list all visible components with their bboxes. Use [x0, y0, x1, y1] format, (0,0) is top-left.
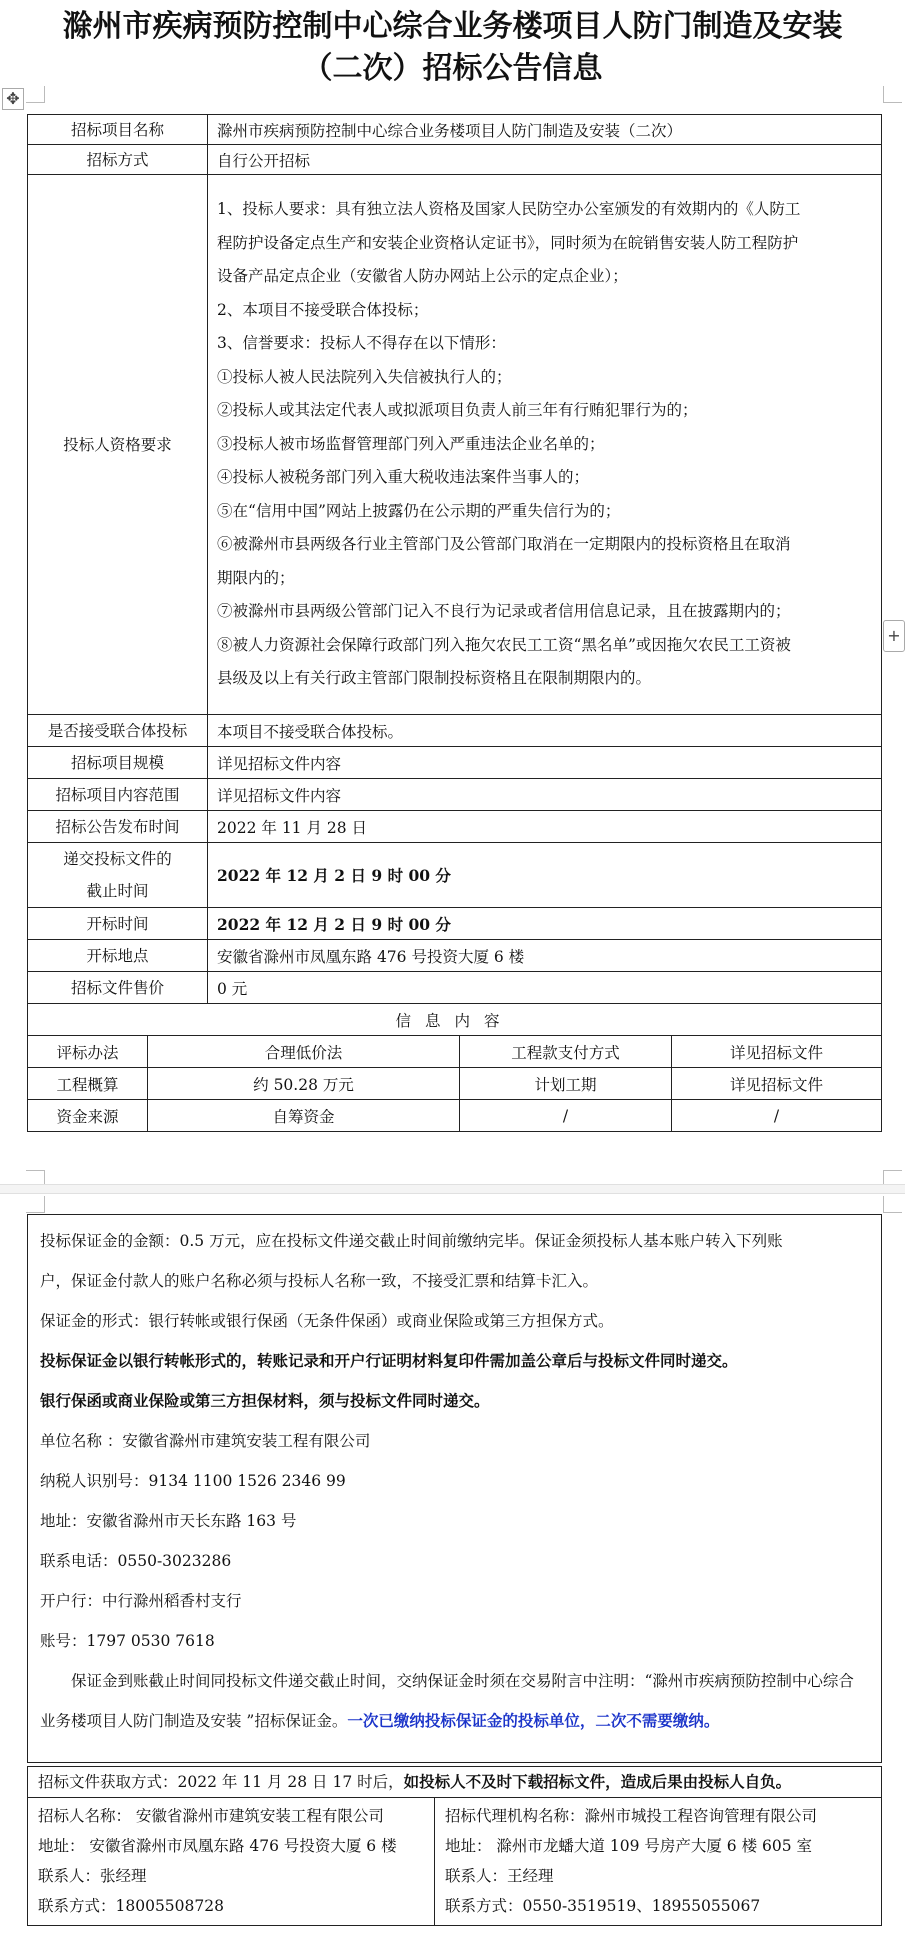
tender-info-table: [27, 114, 882, 1132]
move-icon[interactable]: ✥: [2, 88, 24, 110]
row-scope: [28, 779, 882, 811]
deposit-phone: 联系电话：0550-3023286: [40, 1552, 232, 1570]
tenderer-name: 招标人名称： 安徽省滁州市建筑安装工程有限公司: [38, 1807, 384, 1825]
deposit-remark: [40, 1661, 869, 1741]
label-payment: 工程款支付方式: [460, 1036, 672, 1068]
value-tender-method: 自行公开招标: [208, 145, 882, 175]
value-duration: 详见招标文件: [672, 1068, 882, 1100]
deposit-table: [27, 1214, 882, 1763]
qualification-line: 1、投标人要求：具有独立法人资格及国家人民防空办公室颁发的有效期内的《人防工: [217, 200, 801, 219]
agency-contact: 联系人：王经理: [445, 1867, 554, 1885]
deposit-bank: 开户行：中行滁州稻香村支行: [40, 1592, 242, 1610]
agency-address: 地址： 滁州市龙蟠大道 109 号房产大厦 6 楼 605 室: [445, 1837, 813, 1855]
contact-table: [27, 1766, 882, 1926]
label-consortium: 是否接受联合体投标: [28, 715, 208, 747]
empty-cell: /: [672, 1100, 882, 1132]
tenderer-phone: 联系方式：18005508728: [38, 1897, 224, 1915]
value-project-name: 滁州市疾病预防控制中心综合业务楼项目人防门制造及安装（二次）: [208, 115, 882, 145]
deposit-amount-line-1: 投标保证金的金额：0.5 万元，应在投标文件递交截止时间前缴纳完毕。保证金须投标人基本账户转入下列账: [40, 1232, 783, 1250]
deposit-remark-highlight: 一次已缴纳投标保证金的投标单位，二次不需要缴纳。: [347, 1711, 720, 1730]
row-doc-price: [28, 972, 882, 1004]
agency-phone: 联系方式：0550-3519519、18955055067: [445, 1897, 761, 1915]
tenderer-contact: 联系人：张经理: [38, 1867, 147, 1885]
value-estimate: 约 50.28 万元: [148, 1068, 460, 1100]
label-opening-time: 开标时间: [28, 908, 208, 940]
acquisition-text: 招标文件获取方式：2022 年 11 月 28 日 17 时后，: [38, 1773, 404, 1791]
acquisition-method: [28, 1767, 882, 1798]
crop-mark-top-left: [26, 86, 45, 103]
value-deadline: 2022 年 12 月 2 日 9 时 00 分: [208, 843, 882, 908]
plus-icon[interactable]: +: [883, 620, 905, 652]
value-opening-time: 2022 年 12 月 2 日 9 时 00 分: [208, 908, 882, 940]
qualification-line: 程防护设备定点生产和安装企业资格认定证书》，同时须为在皖销售安装人防工程防护: [217, 233, 799, 252]
deposit-account: 账号：1797 0530 7618: [40, 1632, 215, 1650]
row-opening-time: [28, 908, 882, 940]
value-payment: 详见招标文件: [672, 1036, 882, 1068]
value-eval: 合理低价法: [148, 1036, 460, 1068]
qualification-line: ④投标人被税务部门列入重大税收违法案件当事人的；: [217, 468, 590, 487]
deposit-unit-name: 单位名称 ：安徽省滁州市建筑安装工程有限公司: [40, 1432, 371, 1450]
qualification-line: 期限内的；: [217, 568, 295, 587]
label-funds: 资金来源: [28, 1100, 148, 1132]
row-opening-place: [28, 940, 882, 972]
label-qualification: 投标人资格要求: [28, 175, 208, 715]
page-title-line-2: （二次）招标公告信息: [302, 51, 603, 86]
row-deadline: [28, 843, 882, 908]
value-opening-place: 安徽省滁州市凤凰东路 476 号投资大厦 6 楼: [208, 940, 882, 972]
qualification-line: ⑧被人力资源社会保障行政部门列入拖欠农民工工资“黑名单”或因拖欠农民工工资被: [217, 635, 791, 654]
value-publish-time: 2022 年 11 月 28 日: [208, 811, 882, 843]
label-scale: 招标项目规模: [28, 747, 208, 779]
deposit-remark-text: 保证金到账截止时间同投标文件递交截止时间，交纳保证金时须在交易附言中注明：“滁州市疾病预防控制中心综合业务楼项目人防门制造及安装 ”招标保证金。: [40, 1672, 854, 1730]
label-eval: 评标办法: [28, 1036, 148, 1068]
value-qualification: [208, 175, 882, 715]
row-publish-time: [28, 811, 882, 843]
page-title: [0, 6, 905, 90]
deposit-address: 地址：安徽省滁州市天长东路 163 号: [40, 1512, 297, 1530]
qualification-line: ③投标人被市场监督管理部门列入严重违法企业名单的；: [217, 434, 605, 453]
acquisition-warning: 如投标人不及时下载招标文件，造成后果由投标人自负。: [403, 1772, 792, 1791]
row-eval: [28, 1036, 882, 1068]
value-consortium: 本项目不接受联合体投标。: [208, 715, 882, 747]
parties-row: [28, 1798, 882, 1926]
qualification-line: 3、信誉要求：投标人不得存在以下情形：: [217, 334, 506, 353]
label-publish-time: 招标公告发布时间: [28, 811, 208, 843]
row-estimate: [28, 1068, 882, 1100]
deposit-row: [28, 1215, 882, 1763]
crop-mark-top-right: [883, 86, 902, 103]
agency-name: 招标代理机构名称：滁州市城投工程咨询管理有限公司: [445, 1807, 818, 1825]
label-tender-method: 招标方式: [28, 145, 208, 175]
deposit-form: 保证金的形式：银行转帐或银行保函（无条件保函）或商业保险或第三方担保方式。: [40, 1312, 614, 1330]
value-doc-price: 0 元: [208, 972, 882, 1004]
label-estimate: 工程概算: [28, 1068, 148, 1100]
row-tender-method: [28, 145, 882, 175]
qualification-line: ①投标人被人民法院列入失信被执行人的；: [217, 367, 512, 386]
row-funds: [28, 1100, 882, 1132]
label-opening-place: 开标地点: [28, 940, 208, 972]
deposit-bank-transfer-note: 投标保证金以银行转帐形式的，转账记录和开户行证明材料复印件需加盖公章后与投标文件同时递交。: [40, 1351, 738, 1370]
crop-mark-page2-left: [26, 1196, 45, 1213]
deposit-amount-line-2: 户，保证金付款人的账户名称必须与投标人名称一致，不接受汇票和结算卡汇入。: [40, 1272, 599, 1290]
row-scale: [28, 747, 882, 779]
tenderer-cell: [28, 1798, 435, 1926]
agency-cell: [435, 1798, 882, 1926]
row-consortium: [28, 715, 882, 747]
label-scope: 招标项目内容范围: [28, 779, 208, 811]
deposit-cell: [28, 1215, 882, 1763]
value-funds: 自筹资金: [148, 1100, 460, 1132]
qualification-line: ⑦被滁州市县两级公管部门记入不良行为记录或者信用信息记录，且在披露期内的；: [217, 602, 791, 621]
label-doc-price: 招标文件售价: [28, 972, 208, 1004]
qualification-line: ⑤在“信用中国”网站上披露仍在公示期的严重失信行为的；: [217, 501, 621, 520]
qualification-line: 县级及以上有关行政主管部门限制投标资格且在限制期限内的。: [217, 669, 652, 688]
crop-mark-page2-right: [883, 1196, 902, 1213]
label-deadline: [28, 843, 208, 908]
row-info-header: [28, 1004, 882, 1036]
row-qualification: [28, 175, 882, 715]
qualification-line: ②投标人或其法定代表人或拟派项目负责人前三年有行贿犯罪行为的；: [217, 401, 698, 420]
label-deadline-line-2: 截止时间: [86, 882, 149, 900]
deposit-guarantee-note: 银行保函或商业保险或第三方担保材料，须与投标文件同时递交。: [40, 1391, 490, 1410]
qualification-line: 2、本项目不接受联合体投标；: [217, 300, 429, 319]
row-project-name: [28, 115, 882, 145]
qualification-line: 设备产品定点企业（安徽省人防办网站上公示的定点企业）；: [217, 267, 628, 286]
value-scope: 详见招标文件内容: [208, 779, 882, 811]
acquisition-row: [28, 1767, 882, 1798]
deposit-tax-id: 纳税人识别号：9134 1100 1526 2346 99: [40, 1472, 346, 1490]
page-break: [0, 1184, 905, 1194]
qualification-line: ⑥被滁州市县两级各行业主管部门及公管部门取消在一定期限内的投标资格且在取消: [217, 535, 791, 554]
label-deadline-line-1: 递交投标文件的: [63, 850, 172, 868]
value-scale: 详见招标文件内容: [208, 747, 882, 779]
label-project-name: 招标项目名称: [28, 115, 208, 145]
info-section-header: 信息内容: [28, 1004, 882, 1036]
page-title-line-1: 滁州市疾病预防控制中心综合业务楼项目人防门制造及安装: [62, 9, 843, 44]
tenderer-address: 地址： 安徽省滁州市凤凰东路 476 号投资大厦 6 楼: [38, 1837, 397, 1855]
label-duration: 计划工期: [460, 1068, 672, 1100]
empty-cell: /: [460, 1100, 672, 1132]
